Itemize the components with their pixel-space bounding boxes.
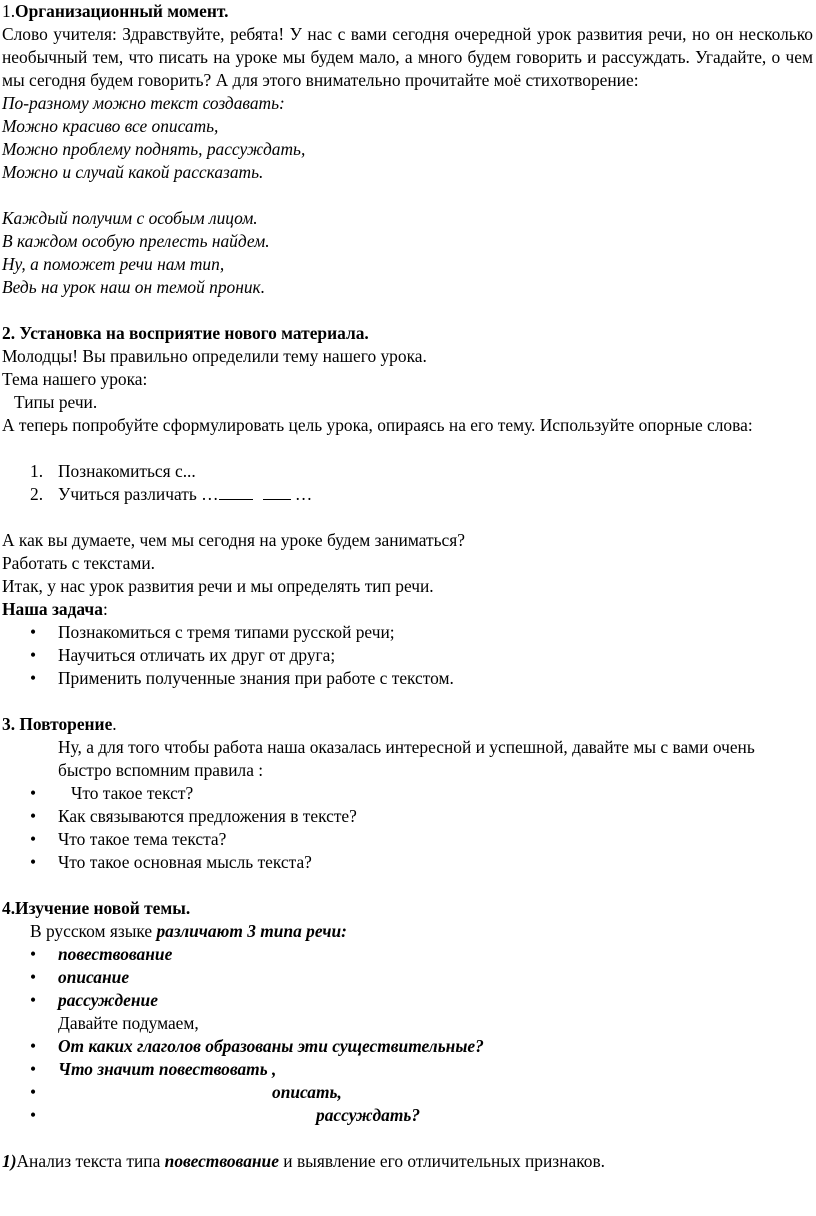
goal-text: Учиться различать … — [58, 484, 219, 504]
list-number: 1. — [30, 461, 44, 481]
task-label: Наша задача — [2, 599, 103, 619]
topic-value: Типы речи. — [14, 392, 98, 412]
types-intro — [2, 920, 813, 943]
section-1-heading — [2, 0, 813, 23]
blank-underline — [219, 485, 253, 500]
poem-line: По-разному можно текст создавать: — [2, 93, 285, 113]
question-text: рассуждать? — [316, 1105, 421, 1125]
answer-line: Работать с текстами. — [2, 553, 155, 573]
task-item — [2, 667, 813, 690]
analysis-text: Анализ текста типа — [16, 1151, 165, 1171]
summary-line: Итак, у нас урок развития речи и мы определять тип речи. — [2, 576, 434, 596]
blank-line — [2, 874, 813, 897]
title-dot: . — [112, 714, 117, 734]
question-text: От каких глаголов образованы эти существительные? — [58, 1036, 484, 1056]
section-number: 1. — [2, 1, 16, 21]
bullet-icon: • — [30, 645, 37, 665]
bullet-icon: • — [30, 1059, 37, 1079]
section-title: 3. Повторение — [2, 714, 113, 734]
review-intro: Ну, а для того чтобы работа наша оказалась интересной и успешной, давайте мы с вами очень быстро вспомним правила : — [58, 737, 755, 780]
blank-underline — [263, 485, 291, 500]
goal-text: Познакомиться с... — [58, 461, 196, 481]
question-text: описать, — [272, 1082, 342, 1102]
task-heading — [2, 598, 813, 621]
review-text: Что такое текст? — [58, 783, 194, 803]
review-text: Что такое основная мысль текста? — [58, 852, 312, 872]
types-intro-emphasis: различают 3 типа речи: — [156, 921, 347, 941]
list-number: 2. — [30, 484, 44, 504]
review-text: Как связываются предложения в тексте? — [58, 806, 357, 826]
task-item — [2, 644, 813, 667]
poem-line: В каждом особую прелесть найдем. — [2, 231, 270, 251]
bullet-icon: • — [30, 668, 37, 688]
task-text: Научиться отличать их друг от друга; — [58, 645, 336, 665]
type-text: рассуждение — [58, 990, 158, 1010]
analysis-text-end: и выявление его отличительных признаков. — [278, 1151, 606, 1171]
bullet-icon: • — [30, 806, 37, 826]
poem-line: Ну, а поможет речи нам тип, — [2, 254, 225, 274]
analysis-line — [2, 1150, 813, 1173]
blank-line — [2, 690, 813, 713]
document-page — [2, 0, 813, 1173]
task-colon: : — [102, 599, 108, 619]
type-text: описание — [58, 967, 130, 987]
teacher-intro: Слово учителя: Здравствуйте, ребята! У нас с вами сегодня очередной урок развития речи, но он несколько необычный тем, что писать на уроке мы будем мало, а много будем говорить и рассуждать. Угадайте, о чем мы сегодня будем говорить? А для этого внимательно прочитайте моё стихотворение: — [2, 24, 813, 90]
analysis-emphasis: повествование — [164, 1151, 279, 1171]
review-text: Что такое тема текста? — [58, 829, 227, 849]
blank-line — [2, 506, 813, 529]
bullet-icon: • — [30, 1036, 37, 1056]
bullet-icon: • — [30, 1105, 37, 1125]
bullet-icon: • — [30, 829, 37, 849]
type-item — [2, 966, 813, 989]
poem-line: Ведь на урок наш он темой проник. — [2, 277, 266, 297]
analysis-number: 1) — [2, 1151, 17, 1171]
type-item — [2, 989, 813, 1012]
poem-line: Можно красиво все описать, — [2, 116, 219, 136]
review-item — [2, 805, 813, 828]
review-item — [2, 782, 813, 805]
bullet-icon: • — [30, 1082, 37, 1102]
goal-instruction: А теперь попробуйте сформулировать цель урока, опираясь на его тему. Используйте опорные слова: — [2, 415, 753, 435]
poem-line: Каждый получим с особым лицом. — [2, 208, 258, 228]
question-item — [2, 1104, 813, 1127]
bullet-icon: • — [30, 852, 37, 872]
section-3-heading — [2, 713, 813, 736]
question-item — [2, 1058, 813, 1081]
praise-line: Молодцы! Вы правильно определили тему нашего урока. — [2, 346, 427, 366]
question-item — [2, 1035, 813, 1058]
section-2-heading: 2. Установка на восприятие нового материала. — [2, 323, 369, 343]
think-line: Давайте подумаем, — [58, 1013, 199, 1033]
bullet-icon: • — [30, 944, 37, 964]
blank-line — [2, 299, 813, 322]
question-text: Что значит повествовать , — [58, 1059, 277, 1079]
question-line: А как вы думаете, чем мы сегодня на уроке будем заниматься? — [2, 530, 465, 550]
blank-line — [2, 437, 813, 460]
goal-item — [2, 483, 813, 506]
goal-ellipsis: … — [294, 484, 313, 504]
question-item — [2, 1081, 813, 1104]
bullet-icon: • — [30, 783, 37, 803]
task-text: Познакомиться с тремя типами русской речи; — [58, 622, 395, 642]
bullet-icon: • — [30, 990, 37, 1010]
topic-label: Тема нашего урока: — [2, 369, 148, 389]
blank-line — [2, 1127, 813, 1150]
review-item — [2, 851, 813, 874]
type-text: повествование — [58, 944, 173, 964]
bullet-icon: • — [30, 622, 37, 642]
review-item — [2, 828, 813, 851]
section-title: Организационный момент. — [15, 1, 229, 21]
types-intro-text: В русском языке — [30, 921, 157, 941]
blank-line — [2, 184, 813, 207]
task-text: Применить полученные знания при работе с текстом. — [58, 668, 454, 688]
task-item — [2, 621, 813, 644]
bullet-icon: • — [30, 967, 37, 987]
poem-line: Можно проблему поднять, рассуждать, — [2, 139, 306, 159]
poem-line: Можно и случай какой рассказать. — [2, 162, 264, 182]
goal-item — [2, 460, 813, 483]
type-item — [2, 943, 813, 966]
section-4-heading: 4.Изучение новой темы. — [2, 898, 191, 918]
